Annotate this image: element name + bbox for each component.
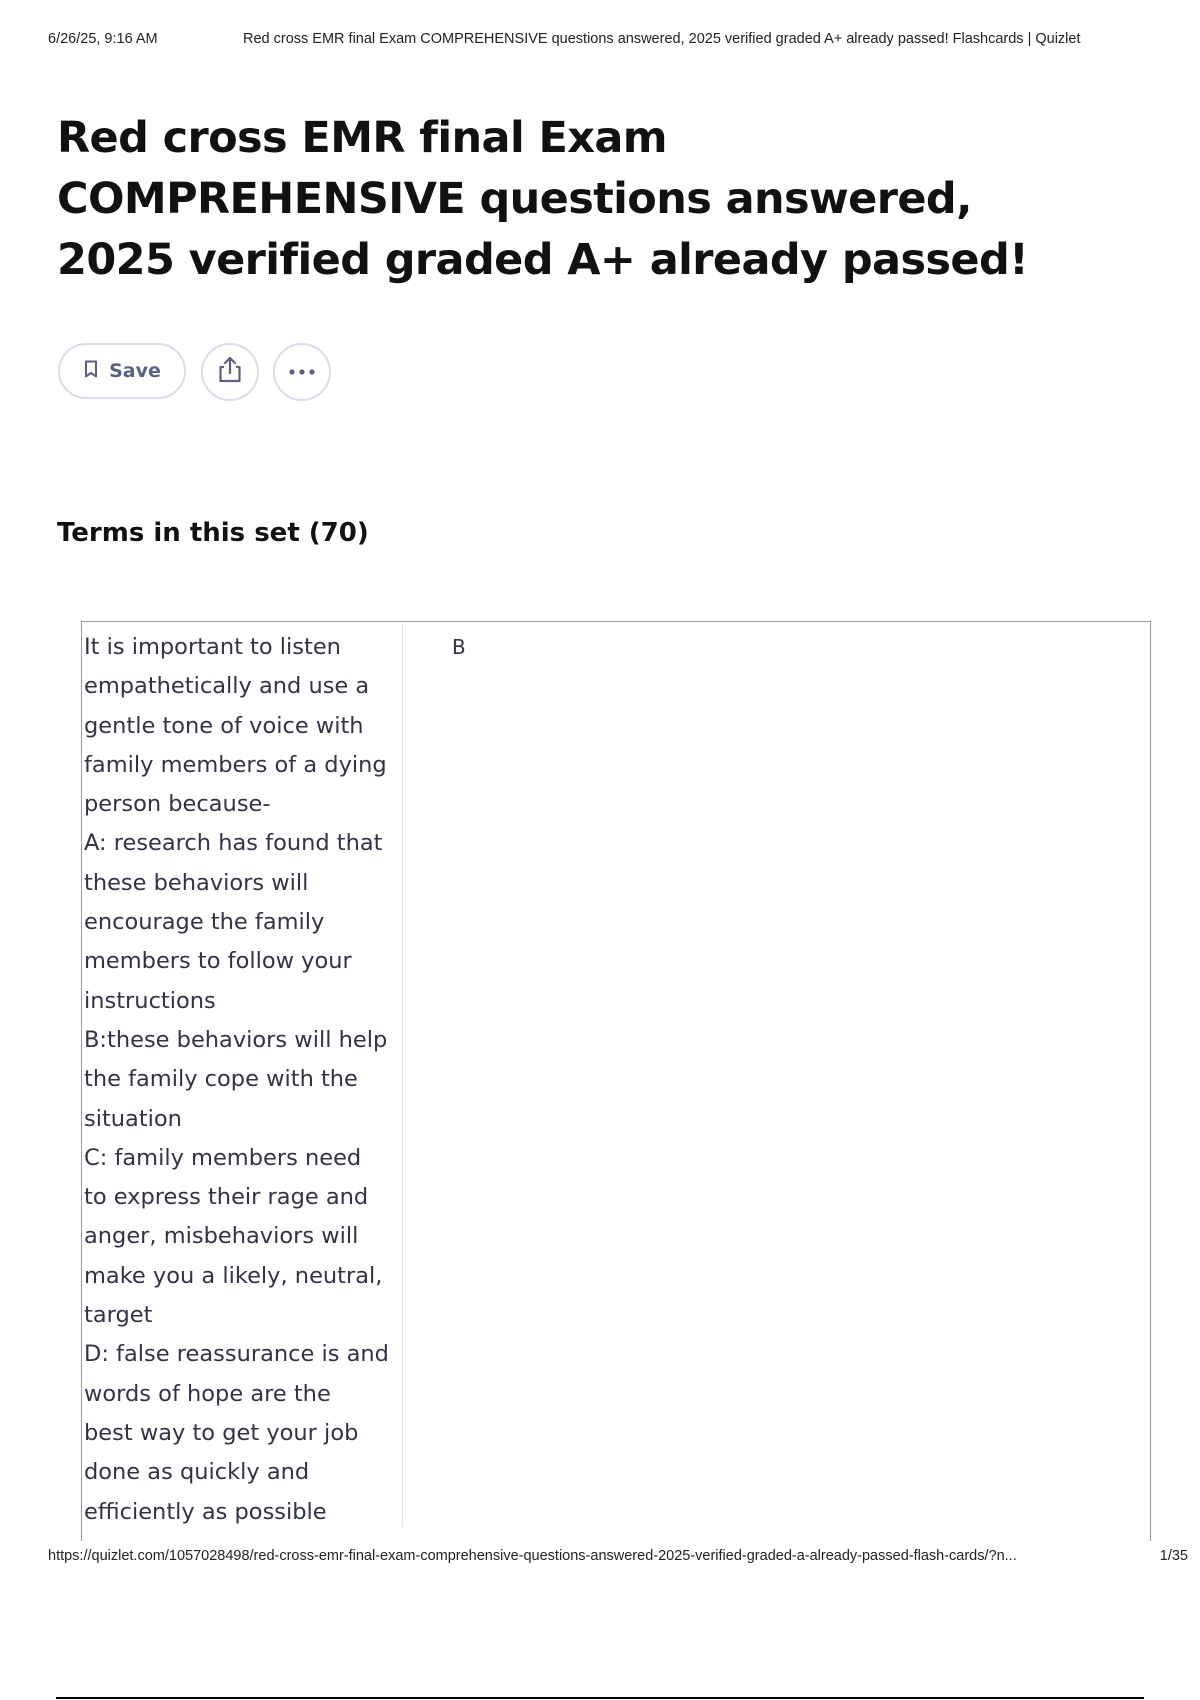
save-label: Save [109, 360, 161, 382]
print-page-title: Red cross EMR final Exam COMPREHENSIVE questions answered, 2025 verified graded A+ already passed! Flashcards | Quizlet [243, 31, 1081, 47]
share-button[interactable] [201, 343, 259, 401]
term-text: It is important to listen empathetically and use a gentle tone of voice with family members of a dying person because- A: research has found that these behaviors will encourage the family members to follow your instructions B:these behaviors will help the family cope with the situation C: family members need to express their rage and anger, misbehaviors will make you a likely, neutral, target D: false reassurance is and words of hope are the best way to get your job done as quickly and efficiently as possible [84, 634, 389, 1525]
more-options-button[interactable] [273, 343, 331, 401]
page-bottom-rule [56, 1697, 1144, 1699]
card-divider [402, 622, 403, 1527]
share-icon [216, 355, 244, 390]
print-url: https://quizlet.com/1057028498/red-cross-emr-final-exam-comprehensive-questions-answered-2025-verified-graded-a-already-passed-flash-cards/?n... [48, 1548, 1017, 1564]
flashcard-row [81, 621, 1151, 1541]
print-datetime: 6/26/25, 9:16 AM [48, 31, 158, 47]
definition-text: B [452, 635, 466, 659]
save-button[interactable] [58, 343, 186, 399]
page-number: 1/35 [1159, 1548, 1188, 1564]
bookmark-icon [83, 359, 99, 384]
more-options-icon [287, 363, 317, 381]
terms-heading: Terms in this set (70) [57, 518, 369, 548]
set-title: Red cross EMR final Exam COMPREHENSIVE questions answered, 2025 verified graded A+ already passed! [57, 113, 1029, 285]
